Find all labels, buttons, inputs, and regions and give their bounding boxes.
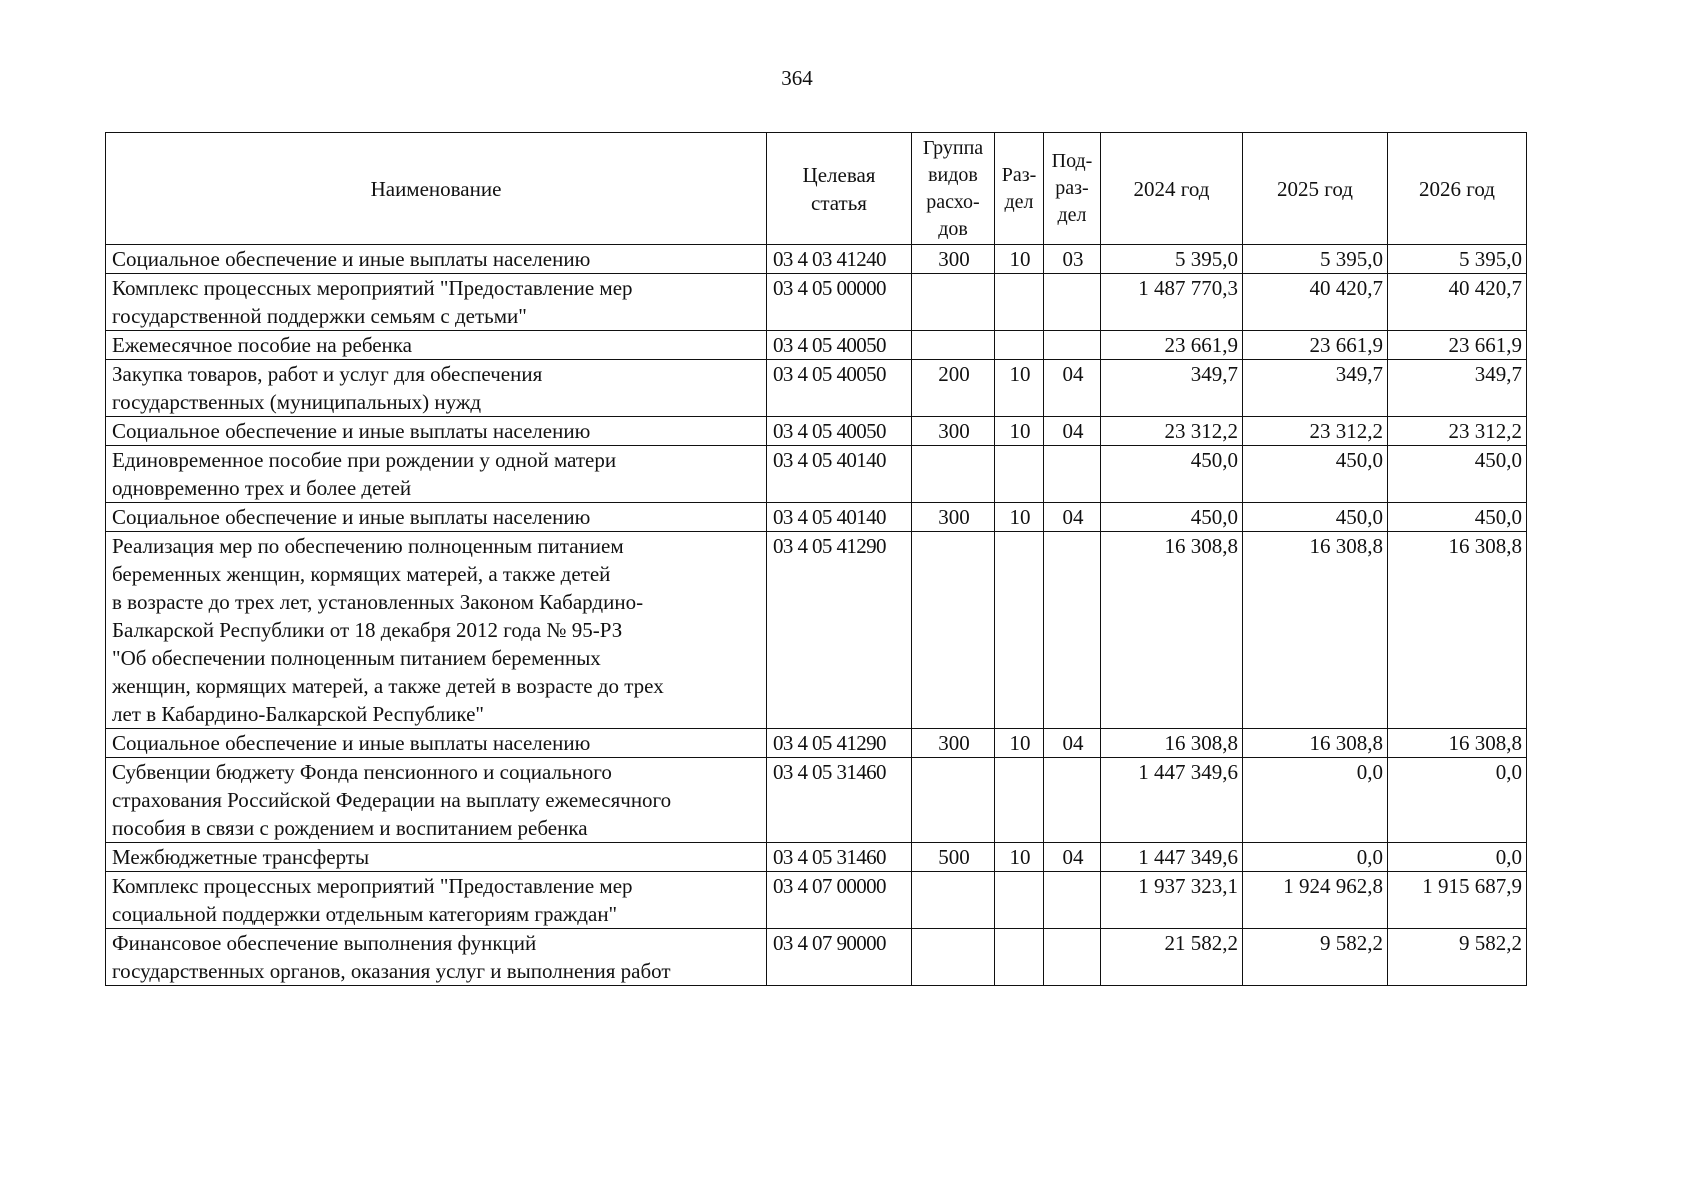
- cell-subsection: 04: [1044, 360, 1101, 417]
- cell-target-article: 03 4 05 31460: [767, 843, 912, 872]
- cell-target-article: 03 4 05 00000: [767, 274, 912, 331]
- cell-section: 10: [995, 245, 1044, 274]
- cell-target-article: 03 4 05 31460: [767, 758, 912, 843]
- cell-target-article: 03 4 07 90000: [767, 929, 912, 986]
- cell-year-2024: 23 661,9: [1101, 331, 1243, 360]
- header-subsection: Под- раз- дел: [1044, 133, 1101, 245]
- table-row: [106, 929, 1527, 986]
- cell-section: [995, 758, 1044, 843]
- table-row: [106, 331, 1527, 360]
- cell-year-2025: 349,7: [1243, 360, 1388, 417]
- cell-year-2025: 9 582,2: [1243, 929, 1388, 986]
- cell-year-2025: 1 924 962,8: [1243, 872, 1388, 929]
- cell-expense-group: [912, 758, 995, 843]
- cell-subsection: 04: [1044, 843, 1101, 872]
- table-header-row: [106, 133, 1527, 245]
- cell-year-2026: 40 420,7: [1388, 274, 1527, 331]
- cell-subsection: [1044, 446, 1101, 503]
- cell-subsection: [1044, 274, 1101, 331]
- cell-year-2025: 23 661,9: [1243, 331, 1388, 360]
- cell-expense-group: 300: [912, 503, 995, 532]
- cell-year-2024: 16 308,8: [1101, 532, 1243, 729]
- cell-section: 10: [995, 843, 1044, 872]
- cell-subsection: [1044, 331, 1101, 360]
- cell-expense-group: [912, 331, 995, 360]
- cell-target-article: 03 4 03 41240: [767, 245, 912, 274]
- cell-expense-group: [912, 446, 995, 503]
- page-number: 364: [781, 66, 813, 90]
- cell-name: Межбюджетные трансферты: [106, 843, 767, 872]
- cell-subsection: [1044, 758, 1101, 843]
- cell-section: 10: [995, 417, 1044, 446]
- cell-name: Субвенции бюджету Фонда пенсионного и социального страхования Российской Федерации на выплату ежемесячного пособия в связи с рождением и воспитанием ребенка: [106, 758, 767, 843]
- cell-name: Реализация мер по обеспечению полноценным питанием беременных женщин, кормящих матерей, а также детей в возрасте до трех лет, установленных Законом Кабардино- Балкарской Республики от 18 декабря 2012 года № 95-РЗ "Об обеспечении полноценным питанием беременных женщин, кормящих матерей, а также детей в возрасте до трех лет в Кабардино-Балкарской Республике": [106, 532, 767, 729]
- cell-year-2024: 1 937 323,1: [1101, 872, 1243, 929]
- cell-expense-group: 300: [912, 245, 995, 274]
- cell-year-2026: 23 312,2: [1388, 417, 1527, 446]
- budget-table: [105, 132, 1527, 986]
- cell-section: 10: [995, 729, 1044, 758]
- cell-year-2026: 23 661,9: [1388, 331, 1527, 360]
- cell-year-2026: 16 308,8: [1388, 532, 1527, 729]
- cell-section: [995, 446, 1044, 503]
- table-row: [106, 729, 1527, 758]
- cell-subsection: 04: [1044, 729, 1101, 758]
- table-row: [106, 532, 1527, 729]
- cell-year-2024: 1 487 770,3: [1101, 274, 1243, 331]
- cell-subsection: 04: [1044, 503, 1101, 532]
- table-row: [106, 446, 1527, 503]
- cell-target-article: 03 4 05 40050: [767, 417, 912, 446]
- cell-name: Комплекс процессных мероприятий "Предоставление мер социальной поддержки отдельным категориям граждан": [106, 872, 767, 929]
- cell-subsection: [1044, 532, 1101, 729]
- cell-subsection: [1044, 929, 1101, 986]
- cell-section: [995, 274, 1044, 331]
- cell-subsection: 03: [1044, 245, 1101, 274]
- table-row: [106, 843, 1527, 872]
- header-year-2025: 2025 год: [1243, 133, 1388, 245]
- cell-expense-group: [912, 929, 995, 986]
- cell-year-2025: 23 312,2: [1243, 417, 1388, 446]
- cell-year-2026: 1 915 687,9: [1388, 872, 1527, 929]
- header-target-article: Целевая статья: [767, 133, 912, 245]
- cell-name: Социальное обеспечение и иные выплаты населению: [106, 417, 767, 446]
- cell-year-2025: 16 308,8: [1243, 532, 1388, 729]
- header-expense-group: Группа видов расхо- дов: [912, 133, 995, 245]
- table-row: [106, 417, 1527, 446]
- cell-expense-group: 300: [912, 729, 995, 758]
- table-body: [106, 245, 1527, 986]
- cell-year-2026: 0,0: [1388, 758, 1527, 843]
- cell-year-2026: 9 582,2: [1388, 929, 1527, 986]
- cell-year-2026: 16 308,8: [1388, 729, 1527, 758]
- cell-year-2025: 5 395,0: [1243, 245, 1388, 274]
- table-row: [106, 245, 1527, 274]
- table-row: [106, 872, 1527, 929]
- cell-year-2024: 450,0: [1101, 503, 1243, 532]
- cell-name: Социальное обеспечение и иные выплаты населению: [106, 729, 767, 758]
- cell-year-2026: 349,7: [1388, 360, 1527, 417]
- cell-year-2026: 450,0: [1388, 446, 1527, 503]
- cell-subsection: 04: [1044, 417, 1101, 446]
- table-row: [106, 758, 1527, 843]
- header-section: Раз- дел: [995, 133, 1044, 245]
- cell-subsection: [1044, 872, 1101, 929]
- cell-expense-group: [912, 872, 995, 929]
- cell-section: [995, 929, 1044, 986]
- cell-section: 10: [995, 503, 1044, 532]
- cell-name: Закупка товаров, работ и услуг для обеспечения государственных (муниципальных) нужд: [106, 360, 767, 417]
- cell-year-2024: 16 308,8: [1101, 729, 1243, 758]
- cell-name: Комплекс процессных мероприятий "Предоставление мер государственной поддержки семьям с детьми": [106, 274, 767, 331]
- header-year-2024: 2024 год: [1101, 133, 1243, 245]
- cell-year-2024: 5 395,0: [1101, 245, 1243, 274]
- table-row: [106, 503, 1527, 532]
- cell-year-2025: 450,0: [1243, 503, 1388, 532]
- cell-year-2024: 23 312,2: [1101, 417, 1243, 446]
- cell-name: Финансовое обеспечение выполнения функций государственных органов, оказания услуг и выполнения работ: [106, 929, 767, 986]
- cell-expense-group: [912, 274, 995, 331]
- cell-target-article: 03 4 07 00000: [767, 872, 912, 929]
- cell-name: Единовременное пособие при рождении у одной матери одновременно трех и более детей: [106, 446, 767, 503]
- cell-section: [995, 532, 1044, 729]
- cell-year-2025: 0,0: [1243, 758, 1388, 843]
- table-row: [106, 274, 1527, 331]
- cell-target-article: 03 4 05 40140: [767, 503, 912, 532]
- cell-year-2025: 40 420,7: [1243, 274, 1388, 331]
- cell-year-2024: 1 447 349,6: [1101, 843, 1243, 872]
- cell-year-2024: 349,7: [1101, 360, 1243, 417]
- cell-expense-group: 300: [912, 417, 995, 446]
- cell-target-article: 03 4 05 40140: [767, 446, 912, 503]
- cell-target-article: 03 4 05 41290: [767, 532, 912, 729]
- cell-year-2026: 450,0: [1388, 503, 1527, 532]
- cell-target-article: 03 4 05 40050: [767, 331, 912, 360]
- header-year-2026: 2026 год: [1388, 133, 1527, 245]
- cell-section: [995, 331, 1044, 360]
- cell-name: Социальное обеспечение и иные выплаты населению: [106, 245, 767, 274]
- table-row: [106, 360, 1527, 417]
- cell-section: 10: [995, 360, 1044, 417]
- cell-year-2026: 0,0: [1388, 843, 1527, 872]
- cell-year-2025: 0,0: [1243, 843, 1388, 872]
- cell-section: [995, 872, 1044, 929]
- cell-expense-group: 500: [912, 843, 995, 872]
- header-name: Наименование: [106, 133, 767, 245]
- cell-name: Социальное обеспечение и иные выплаты населению: [106, 503, 767, 532]
- cell-year-2026: 5 395,0: [1388, 245, 1527, 274]
- cell-year-2024: 1 447 349,6: [1101, 758, 1243, 843]
- cell-year-2024: 21 582,2: [1101, 929, 1243, 986]
- cell-target-article: 03 4 05 41290: [767, 729, 912, 758]
- cell-year-2025: 16 308,8: [1243, 729, 1388, 758]
- cell-year-2024: 450,0: [1101, 446, 1243, 503]
- cell-year-2025: 450,0: [1243, 446, 1388, 503]
- cell-expense-group: 200: [912, 360, 995, 417]
- cell-expense-group: [912, 532, 995, 729]
- cell-target-article: 03 4 05 40050: [767, 360, 912, 417]
- cell-name: Ежемесячное пособие на ребенка: [106, 331, 767, 360]
